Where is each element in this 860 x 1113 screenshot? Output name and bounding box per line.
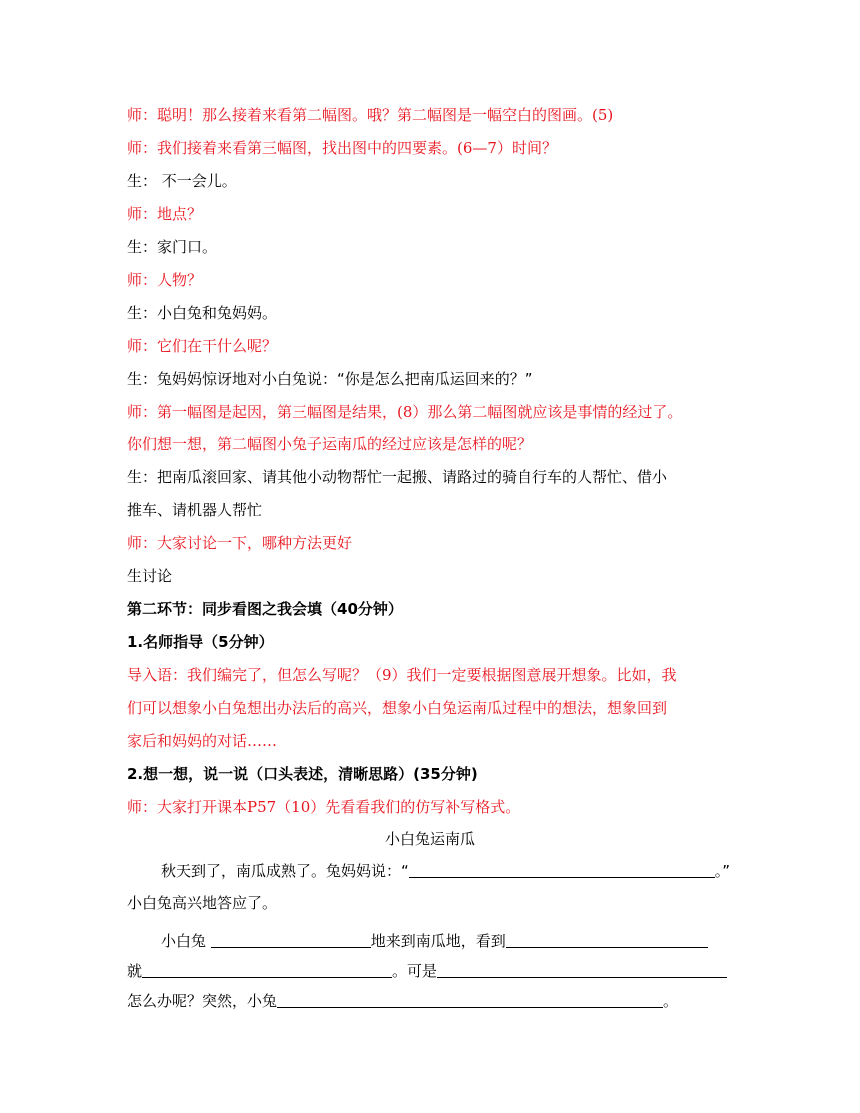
exercise-title: 小白兔运南瓜 — [384, 830, 475, 848]
fill-blank[interactable] — [506, 933, 708, 948]
exercise-text: 秋天到了，南瓜成熟了。兔妈妈说：“ — [161, 862, 409, 880]
teacher-line: 师：大家打开课本P57（10）先看看我们的仿写补写格式。 — [127, 798, 521, 816]
exercise-line — [127, 960, 727, 981]
subsection-heading: 2.想一想，说一说（口头表述，清晰思路）(35分钟) — [127, 765, 478, 783]
teacher-line: 师：聪明！那么接着来看第二幅图。哦？第二幅图是一幅空白的图画。(5) — [127, 106, 614, 124]
exercise-text: 怎么办呢？突然，小兔 — [127, 992, 278, 1010]
student-line: 生：把南瓜滚回家、请其他小动物帮忙一起搬、请路过的骑自行车的人帮忙、借小 — [127, 468, 668, 486]
student-line: 生讨论 — [127, 567, 173, 585]
student-line: 生： 不一会儿。 — [127, 172, 237, 190]
teacher-line: 师：它们在干什么呢？ — [127, 337, 278, 355]
exercise-text: 。可是 — [392, 962, 438, 980]
exercise-text: 小白兔 — [161, 932, 211, 950]
exercise-line: 小白兔高兴地答应了。 — [127, 894, 278, 912]
student-line: 推车、请机器人帮忙 — [127, 501, 263, 519]
teacher-line: 师：地点？ — [127, 205, 203, 223]
fill-blank[interactable] — [211, 933, 371, 948]
fill-blank[interactable] — [142, 963, 392, 978]
subsection-heading: 1.名师指导（5分钟） — [127, 633, 274, 651]
fill-blank[interactable] — [437, 963, 727, 978]
teacher-line: 师：大家讨论一下，哪种方法更好 — [127, 534, 353, 552]
student-line: 生：小白兔和兔妈妈。 — [127, 304, 278, 322]
exercise-line — [127, 990, 678, 1011]
exercise-line — [161, 860, 730, 881]
intro-line: 家后和妈妈的对话…… — [127, 732, 278, 750]
intro-line: 导入语：我们编完了，但怎么写呢？（9）我们一定要根据图意展开想象。比如，我 — [127, 666, 677, 684]
teacher-line: 你们想一想，第二幅图小兔子运南瓜的经过应该是怎样的呢？ — [127, 435, 533, 453]
teacher-line: 师：第一幅图是起因，第三幅图是结果，(8）那么第二幅图就应该是事情的经过了。 — [127, 403, 683, 421]
section-heading: 第二环节：同步看图之我会填（40分钟） — [127, 600, 403, 618]
student-line: 生：家门口。 — [127, 238, 218, 256]
intro-line: 们可以想象小白兔想出办法后的高兴，想象小白兔运南瓜过程中的想法，想象回到 — [127, 699, 668, 717]
teacher-line: 师：我们接着来看第三幅图，找出图中的四要素。(6—7）时间？ — [127, 139, 557, 157]
fill-blank[interactable] — [277, 993, 663, 1008]
exercise-text: 地来到南瓜地，看到 — [370, 932, 506, 950]
exercise-text: 就 — [127, 962, 143, 980]
exercise-line — [161, 930, 708, 951]
student-line: 生：兔妈妈惊讶地对小白兔说：“你是怎么把南瓜运回来的？” — [127, 370, 533, 388]
exercise-text: 。 — [663, 992, 679, 1010]
teacher-line: 师：人物？ — [127, 271, 203, 289]
fill-blank[interactable] — [409, 863, 715, 878]
exercise-text: 。” — [714, 862, 731, 880]
